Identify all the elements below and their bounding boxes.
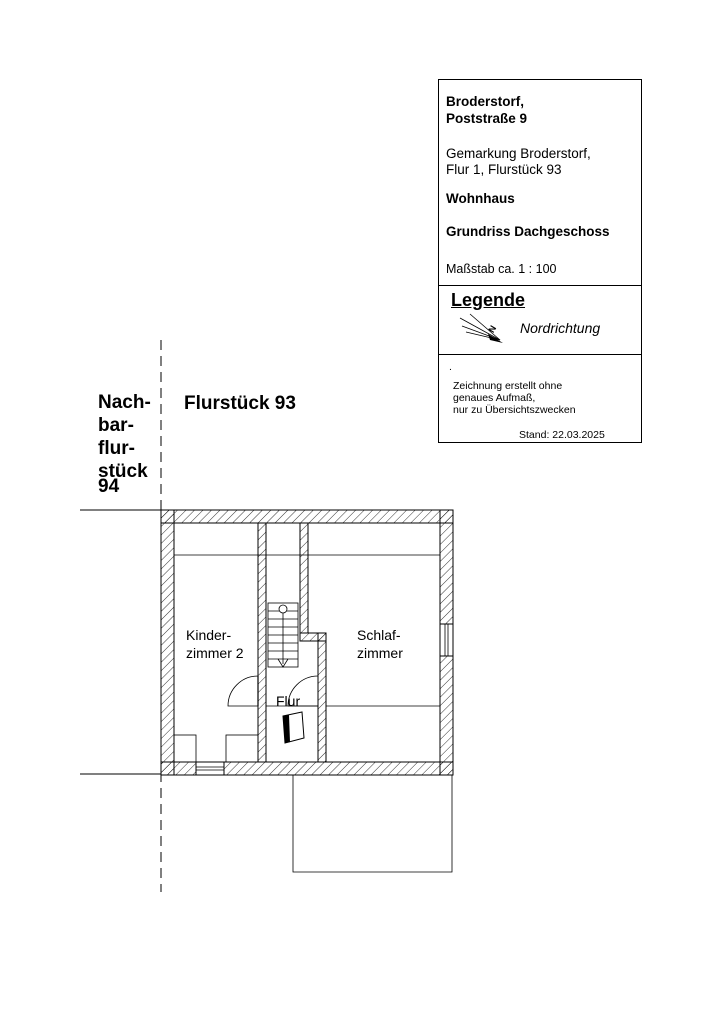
neighbor-parcel-line-2: bar- — [98, 415, 134, 436]
note-line-3: nur zu Übersichtszwecken — [453, 404, 576, 416]
date-label: Stand: 22.03.2025 — [519, 429, 605, 441]
furniture-box-right — [226, 735, 258, 762]
neighbor-parcel-line-4: stück — [98, 461, 148, 482]
window-right — [440, 624, 453, 656]
legend-heading: Legende — [451, 290, 526, 310]
room-flur-label: Flur — [276, 693, 301, 709]
title-divider-2 — [439, 354, 641, 355]
address-line-1: Broderstorf, — [446, 94, 525, 109]
dot-mark: . — [449, 361, 452, 373]
room-schlafzimmer-line-1: Schlaf- — [357, 627, 401, 643]
door-kinderzimmer — [228, 676, 258, 706]
title-divider-1 — [439, 285, 641, 286]
note-line-1: Zeichnung erstellt ohne — [453, 380, 563, 392]
neighbor-parcel-line-5: 94 — [98, 476, 120, 497]
title-block — [438, 79, 642, 443]
plan-title: Grundriss Dachgeschoss — [446, 224, 610, 239]
furniture-box-left — [174, 735, 196, 762]
north-letter: N — [486, 323, 499, 335]
note-line-2: genaues Aufmaß, — [453, 392, 536, 404]
own-parcel-label: Flurstück 93 — [184, 393, 296, 414]
neighbor-parcel-line-1: Nach- — [98, 392, 151, 413]
room-kinderzimmer-line-2: zimmer 2 — [186, 645, 244, 661]
north-label: Nordrichtung — [520, 320, 601, 336]
room-schlafzimmer-line-2: zimmer — [357, 645, 403, 661]
scale-label: Maßstab ca. 1 : 100 — [446, 262, 557, 276]
window-bottom-left — [196, 762, 224, 775]
room-kinderzimmer-line-1: Kinder- — [186, 627, 232, 643]
stairs — [268, 603, 298, 667]
building-label: Wohnhaus — [446, 191, 515, 206]
gemarkung-line-1: Gemarkung Broderstorf, — [446, 146, 591, 161]
annex-outline — [293, 775, 452, 872]
address-line-2: Poststraße 9 — [446, 111, 528, 126]
roof-hatch — [283, 712, 304, 743]
gemarkung-line-2: Flur 1, Flurstück 93 — [446, 162, 562, 177]
neighbor-parcel-line-3: flur- — [98, 438, 135, 459]
